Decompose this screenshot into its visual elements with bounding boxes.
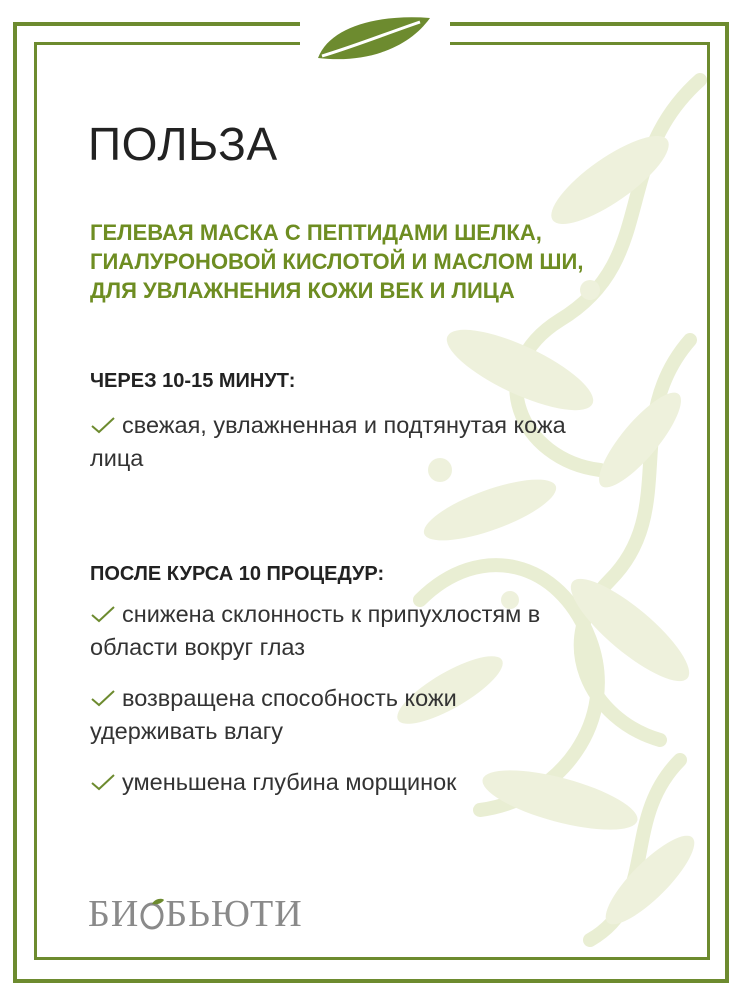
benefit-text: свежая, увлажненная и подтянутая кожа [122,412,566,438]
description-line: ГЕЛЕВАЯ МАСКА С ПЕПТИДАМИ ШЕЛКА, [90,220,542,245]
brand-logo-part: БИ [88,893,140,935]
benefit-item [90,598,660,664]
benefit-item [90,766,660,799]
benefit-text: лица [90,445,144,471]
check-icon [90,689,116,707]
product-description [90,218,650,305]
benefit-item [90,409,660,475]
benefit-text: удерживать влагу [90,718,284,744]
description-line: ДЛЯ УВЛАЖНЕНИЯ КОЖИ ВЕК И ЛИЦА [90,278,515,303]
check-icon [90,605,116,623]
benefit-text: снижена склонность к припухлостям в [122,601,541,627]
section-heading-short-term: ЧЕРЕЗ 10-15 МИНУТ: [90,370,296,392]
leaf-icon [139,898,165,930]
page-title: ПОЛЬЗА [88,118,278,170]
benefit-text: области вокруг глаз [90,634,305,660]
check-icon [90,773,116,791]
brand-logo-part: БЬЮТИ [165,893,303,935]
description-line: ГИАЛУРОНОВОЙ КИСЛОТОЙ И МАСЛОМ ШИ, [90,249,584,274]
leaf-emblem [300,6,450,66]
brand-logo [88,892,303,936]
check-icon [90,416,116,434]
benefit-item [90,682,660,748]
section-heading-course: ПОСЛЕ КУРСА 10 ПРОЦЕДУР: [90,563,385,585]
benefit-text: уменьшена глубина морщинок [122,769,457,795]
inner-border [34,42,710,960]
leaf-icon [300,6,450,66]
benefit-text: возвращена способность кожи [122,685,457,711]
